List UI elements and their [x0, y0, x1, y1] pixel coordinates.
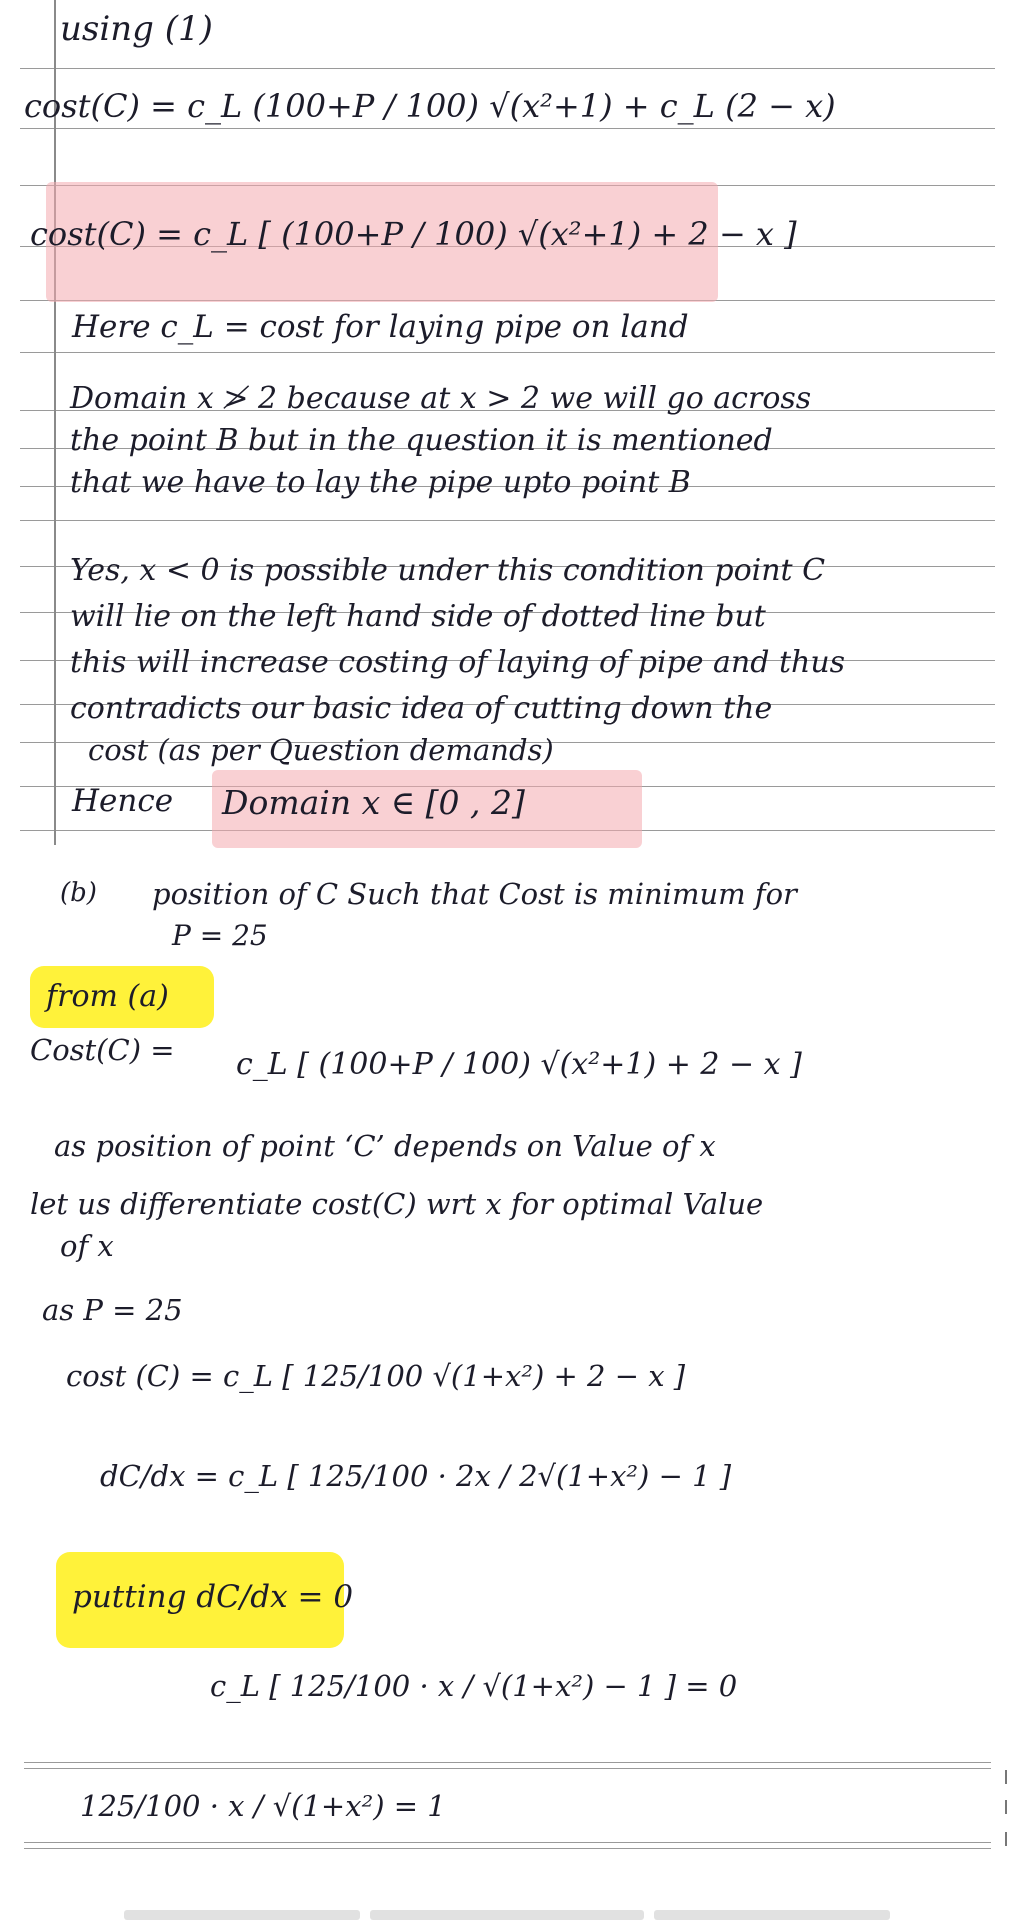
edge-mark	[1005, 1832, 1007, 1846]
domain-line-1: Domain x ≯ 2 because at x > 2 we will go across	[70, 381, 812, 416]
final-equation: 125/100 · x / √(1+x²) = 1	[80, 1789, 446, 1823]
scrollbar-segment[interactable]	[654, 1910, 890, 1920]
ruled-line	[20, 68, 995, 69]
domain-line-2: the point B but in the question it is mentioned	[70, 423, 773, 458]
cost-equation-1: cost(C) = c_L (100+P / 100) √(x²+1) + c_L (2 − x)	[24, 87, 836, 125]
derivative-equation: dC/dx = c_L [ 125/100 · 2x / 2√(1+x²) − 1 ]	[100, 1459, 732, 1493]
putting-derivative-zero: putting dC/dx = 0	[72, 1579, 354, 1615]
p-value: P = 25	[172, 919, 268, 952]
ruled-line	[20, 520, 995, 521]
domain-line-3: that we have to lay the pipe upto point B	[70, 465, 691, 500]
reason-line-2: will lie on the left hand side of dotted line but	[70, 599, 766, 634]
cost-equation-4: cost (C) = c_L [ 125/100 √(1+x²) + 2 − x ]	[66, 1359, 686, 1393]
cost-equation-3: c_L [ (100+P / 100) √(x²+1) + 2 − x ]	[236, 1047, 802, 1082]
margin-line	[54, 0, 56, 845]
differentiate-statement-end: of x	[60, 1229, 114, 1263]
ruled-line	[20, 128, 995, 129]
differentiate-statement: let us differentiate cost(C) wrt x for optimal Value	[30, 1187, 764, 1221]
reason-line-1: Yes, x < 0 is possible under this condition point C	[70, 553, 826, 588]
reason-line-4: contradicts our basic idea of cutting down the	[70, 691, 773, 726]
from-a-label: from (a)	[46, 979, 169, 1014]
part-b-statement: position of C Such that Cost is minimum for	[152, 877, 797, 911]
edge-mark	[1005, 1800, 1007, 1814]
part-b-marker: (b)	[60, 878, 97, 908]
reason-line-3: this will increase costing of laying of pipe and thus	[70, 645, 846, 680]
cost-equation-2: cost(C) = c_L [ (100+P / 100) √(x²+1) + 2 − x ]	[30, 215, 797, 253]
edge-mark	[1005, 1770, 1007, 1784]
scrollbar-segment[interactable]	[370, 1910, 644, 1920]
scrollbar-segment[interactable]	[124, 1910, 360, 1920]
hence-label: Hence	[72, 783, 174, 819]
ruled-line	[24, 1762, 991, 1763]
ruled-line	[20, 352, 995, 353]
p-equals-25: as P = 25	[42, 1293, 183, 1327]
cost-label: Cost(C) =	[30, 1033, 175, 1067]
position-statement: as position of point ‘C’ depends on Value of x	[54, 1129, 716, 1163]
ruled-line	[24, 1848, 991, 1849]
derivative-zero-equation: c_L [ 125/100 · x / √(1+x²) − 1 ] = 0	[210, 1669, 738, 1703]
ruled-line	[24, 1842, 991, 1843]
here-definition: Here c_L = cost for laying pipe on land	[72, 309, 689, 345]
reason-line-5: cost (as per Question demands)	[88, 733, 554, 767]
ruled-line	[24, 1768, 991, 1769]
domain-result: Domain x ∈ [0 , 2]	[222, 783, 525, 822]
using-label: using (1)	[60, 9, 213, 49]
